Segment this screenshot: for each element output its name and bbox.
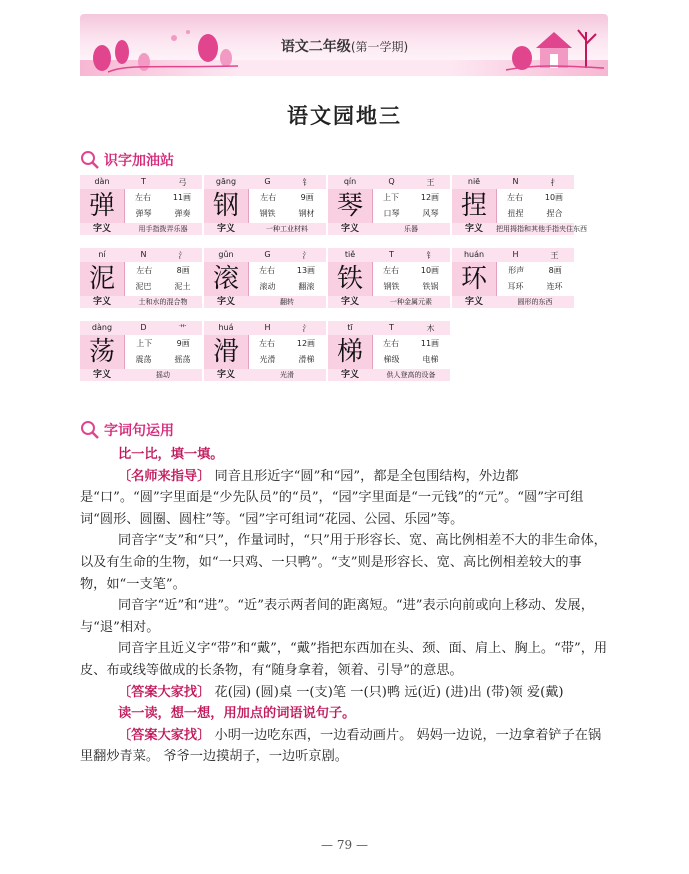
meaning-row (452, 223, 587, 235)
section-heading-usage (80, 420, 174, 440)
word-1: 钢铁 (383, 282, 400, 291)
character-card (204, 248, 326, 306)
big-character: 滑 (204, 335, 248, 369)
word-1: 耳环 (507, 282, 524, 291)
pinyin-row (80, 321, 202, 335)
radical: 扌 (550, 178, 559, 187)
teacher-guide-paragraph (80, 466, 608, 531)
structure: 左右 (258, 266, 275, 275)
word-1: 泥巴 (135, 282, 152, 291)
stroke-count: 11画 (172, 193, 192, 202)
word-1: 震荡 (135, 355, 152, 364)
stroke-count: 12画 (420, 193, 440, 202)
meaning-label: 字义 (464, 297, 483, 307)
page-number: — 79 — (321, 838, 368, 852)
initial-letter: T (141, 177, 146, 186)
pinyin: huá (218, 323, 234, 332)
question-2-title: 读一读，想一想，用加点的词语说句子。 (118, 706, 356, 722)
big-character: 铁 (328, 262, 372, 296)
initial-letter: H (264, 323, 271, 332)
guide-text-1: 同音且形近字“圆”和“园”，都是全包围结构，外边都是“口”。“圆”字里面是“少先队员”的“员”，“园”字里面是“一元钱”的“元”。“圆”字可组词“圆形、圆圈、圆柱”等。“园”字可组词“花园、公园、乐园”等。 (80, 468, 584, 527)
pinyin: tī (347, 323, 353, 332)
pinyin-row (328, 248, 450, 262)
meaning-label: 字义 (340, 224, 359, 234)
character-card (328, 175, 450, 233)
radical: 弓 (178, 178, 187, 187)
character-info (248, 335, 326, 369)
big-character: 环 (452, 262, 496, 296)
big-character: 滚 (204, 262, 248, 296)
stroke-count: 9画 (176, 339, 190, 348)
term-text: (第一学期) (350, 40, 409, 54)
initial-letter: H (512, 250, 519, 259)
big-character: 梯 (328, 335, 372, 369)
pinyin: huán (463, 250, 485, 259)
big-character: 泥 (80, 262, 124, 296)
meaning: 土和水的混合物 (138, 298, 188, 306)
pinyin-row (204, 175, 326, 189)
word-2: 钢材 (298, 209, 315, 218)
meaning-label: 字义 (464, 224, 483, 234)
character-card (452, 248, 574, 306)
meaning: 用手指拨弄乐器 (138, 225, 188, 233)
character-info (124, 262, 202, 296)
guide-paragraph-2: 同音字“支”和“只”，作量词时，“只”用于形容长、宽、高比例相差不大的非生命体，以及有生命的生物，如“一只鸡、一只鸭”。“支”则是形容长、宽、高比例相差较大的事物，如“一支笔”。 (80, 533, 607, 592)
character-info (496, 262, 574, 296)
word-1: 钢铁 (259, 209, 276, 218)
character-info (124, 335, 202, 369)
big-character: 捏 (452, 189, 496, 223)
book-title (0, 36, 689, 56)
structure: 左右 (258, 339, 275, 348)
answer-tag: 〔答案大家找〕 (118, 684, 211, 700)
structure: 左右 (506, 193, 523, 202)
word-1: 弹琴 (135, 209, 152, 218)
initial-letter: G (264, 177, 271, 186)
stroke-count: 10画 (544, 193, 564, 202)
meaning-row (204, 296, 326, 308)
word-2: 连环 (546, 282, 563, 291)
word-1: 滚动 (259, 282, 276, 291)
meaning: 圆形的东西 (517, 298, 553, 306)
character-card (328, 248, 450, 306)
stroke-count: 8画 (548, 266, 562, 275)
pinyin: gāng (215, 177, 237, 186)
structure: 上下 (136, 339, 153, 348)
pinyin-row (204, 321, 326, 335)
radical: 氵 (302, 251, 311, 260)
word-2: 弹奏 (174, 209, 191, 218)
pinyin-row (204, 248, 326, 262)
word-2: 翻滚 (298, 282, 315, 291)
structure: 左右 (382, 266, 399, 275)
meaning: 把用拇指和其他手指夹住东西 (496, 225, 587, 233)
meaning-label: 字义 (216, 297, 235, 307)
character-card (328, 321, 450, 379)
character-card (452, 175, 587, 234)
meaning-row (80, 223, 202, 235)
big-character: 弹 (80, 189, 124, 223)
meaning: 一种工业材料 (266, 225, 308, 233)
initial-letter: Q (388, 177, 395, 186)
magnifier-icon (80, 150, 100, 170)
big-character: 荡 (80, 335, 124, 369)
pinyin: dàn (94, 177, 110, 186)
character-card (204, 175, 326, 233)
initial-letter: D (140, 323, 147, 332)
meaning: 翻转 (280, 298, 294, 306)
pinyin: dàng (91, 323, 113, 332)
pinyin: qín (343, 177, 357, 186)
answer-paragraph-1 (80, 682, 608, 704)
radical: 氵 (302, 324, 311, 333)
radical: 王 (550, 251, 559, 260)
pinyin: tiě (344, 250, 356, 259)
pinyin: niē (467, 177, 481, 186)
radical: 氵 (178, 251, 187, 260)
answer-tag: 〔答案大家找〕 (118, 727, 211, 743)
structure: 上下 (382, 193, 399, 202)
word-2: 捏合 (546, 209, 563, 218)
word-2: 铁锅 (422, 282, 439, 291)
word-2: 滑梯 (298, 355, 315, 364)
radical: 钅 (426, 251, 435, 260)
stroke-count: 13画 (296, 266, 316, 275)
word-1: 光滑 (259, 355, 276, 364)
stroke-count: 10画 (420, 266, 440, 275)
meaning-row (80, 369, 202, 381)
character-card (80, 321, 202, 379)
meaning-row (204, 223, 326, 235)
meaning-label: 字义 (92, 297, 111, 307)
word-2: 摇荡 (174, 355, 191, 364)
character-info (124, 189, 202, 223)
structure: 左右 (260, 193, 277, 202)
word-2: 电梯 (422, 355, 439, 364)
meaning-row (328, 223, 450, 235)
meaning: 一种金属元素 (390, 298, 432, 306)
character-card (80, 175, 202, 233)
character-info (372, 335, 450, 369)
word-1: 扭捏 (507, 209, 524, 218)
meaning-label: 字义 (340, 370, 359, 380)
pinyin: gǔn (218, 250, 234, 259)
initial-letter: G (264, 250, 271, 259)
meaning-row (328, 369, 450, 381)
character-info (496, 189, 574, 223)
meaning-label: 字义 (92, 224, 111, 234)
pinyin-row (328, 321, 450, 335)
word-1: 口琴 (383, 209, 400, 218)
initial-letter: T (389, 250, 394, 259)
word-2: 泥土 (174, 282, 191, 291)
initial-letter: N (140, 250, 147, 259)
exercise-body (80, 444, 608, 768)
radical: 木 (426, 324, 435, 333)
stroke-count: 8画 (176, 266, 190, 275)
big-character: 琴 (328, 189, 372, 223)
meaning-row (204, 369, 326, 381)
character-card (80, 248, 202, 306)
guide-paragraph-4: 同音字且近义字“带”和“戴”，“戴”指把东西加在头、颈、面、肩上、胸上。“带”，用皮、布或线等做成的长条物，有“随身拿着，领着、引导”的意思。 (80, 641, 608, 678)
pinyin: ní (98, 250, 106, 259)
structure: 左右 (134, 193, 151, 202)
meaning-row (328, 296, 450, 308)
character-info (248, 189, 326, 223)
meaning-row (452, 296, 574, 308)
stroke-count: 11画 (420, 339, 440, 348)
meaning-label: 字义 (216, 370, 235, 380)
meaning-label: 字义 (340, 297, 359, 307)
meaning: 乐器 (404, 225, 418, 233)
meaning-label: 字义 (92, 370, 111, 380)
meaning-label: 字义 (216, 224, 235, 234)
initial-letter: T (389, 323, 394, 332)
meaning: 光滑 (280, 371, 294, 379)
pinyin-row (80, 175, 202, 189)
pinyin-row (452, 248, 574, 262)
book-title-text: 语文二年级 (280, 39, 351, 55)
answer-paragraph-2 (80, 725, 608, 768)
section-title: 识字加油站 (104, 153, 174, 169)
word-1: 梯级 (383, 355, 400, 364)
magnifier-icon (80, 420, 100, 440)
radical: 钅 (302, 178, 311, 187)
character-card (204, 321, 326, 379)
radical: 王 (426, 178, 435, 187)
pinyin-row (452, 175, 574, 189)
character-info (248, 262, 326, 296)
answer-text-1: 花(园) (圆)桌 一(支)笔 一(只)鸭 远(近) (进)出 (带)领 爱(戴) (214, 684, 564, 700)
pinyin-row (328, 175, 450, 189)
structure: 左右 (136, 266, 153, 275)
pinyin-row (80, 248, 202, 262)
initial-letter: N (512, 177, 519, 186)
page-title: 语文园地三 (287, 103, 402, 128)
teacher-guide-tag: 〔名师来指导〕 (118, 468, 211, 484)
section-heading-literacy (80, 150, 174, 170)
stroke-count: 12画 (296, 339, 316, 348)
meaning: 供人登高的设备 (386, 371, 436, 379)
question-1-title: 比一比，填一填。 (118, 447, 224, 462)
meaning: 摇动 (156, 371, 170, 379)
big-character: 钢 (204, 189, 248, 223)
radical: 艹 (178, 324, 187, 333)
structure: 左右 (382, 339, 399, 348)
guide-paragraph-3: 同音字“近”和“进”。“近”表示两者间的距离短。“进”表示向前或向上移动、发展，与“退”相对。 (80, 598, 594, 635)
structure: 形声 (508, 266, 525, 275)
character-info (372, 262, 450, 296)
character-info (372, 189, 450, 223)
answer-text-2: 小明一边吃东西，一边看动画片。 妈妈一边说，一边拿着铲子在锅里翻炒青菜。 爷爷一边摸胡子，一边听京剧。 (80, 727, 602, 765)
section-title: 字词句运用 (104, 423, 174, 439)
word-2: 风琴 (422, 209, 439, 218)
meaning-row (80, 296, 202, 308)
stroke-count: 9画 (300, 193, 314, 202)
